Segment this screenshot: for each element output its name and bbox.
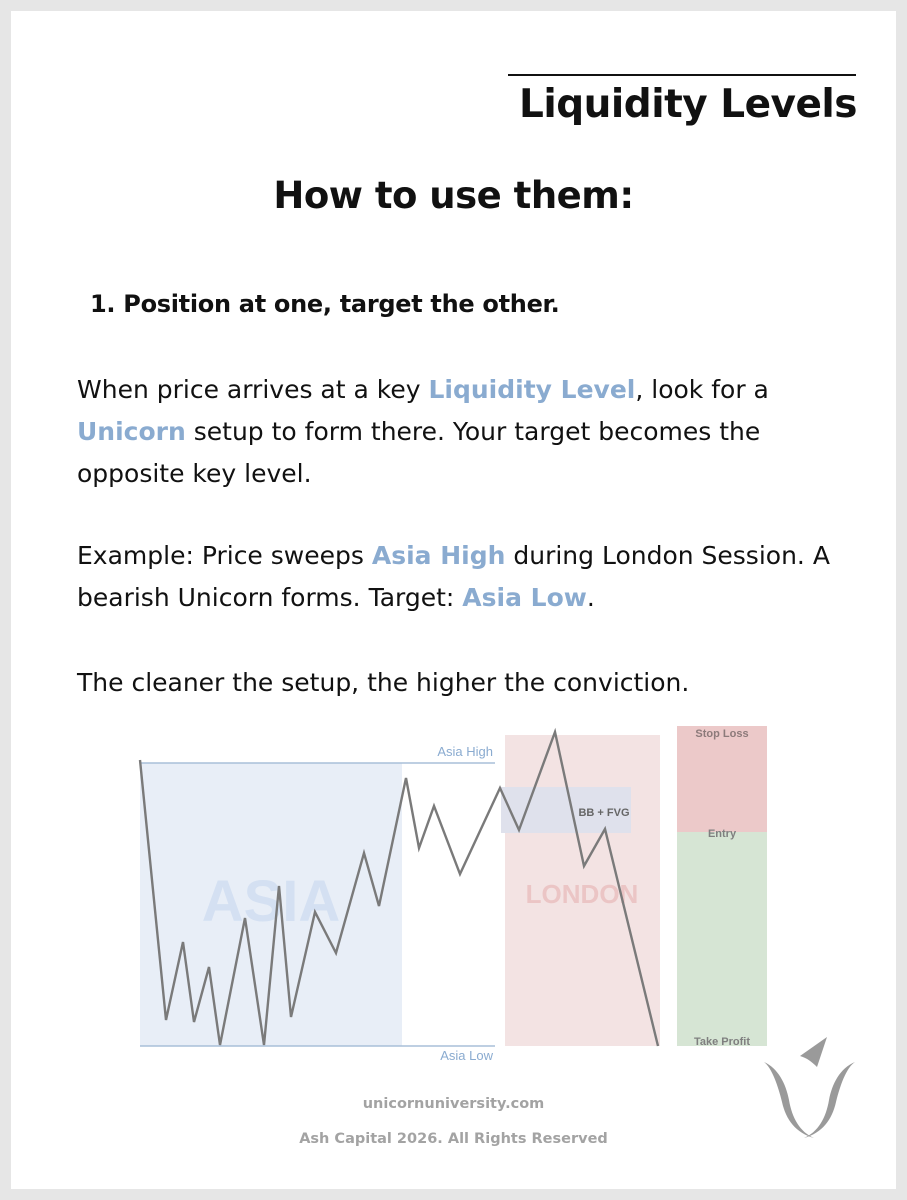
paragraph-text: When price arrives at a key (77, 375, 429, 404)
entry-label: Entry (707, 828, 737, 840)
asia-session-label: ASIA (201, 869, 341, 934)
paragraph-text: during London Session. A bearish Unicorn forms. Target: (77, 541, 830, 612)
website-link[interactable]: unicornuniversity.com (362, 1096, 545, 1112)
paragraph-text: , look for a (635, 375, 769, 404)
page-title: Liquidity Levels (519, 82, 857, 127)
section-subtitle: How to use them: (273, 174, 634, 217)
copyright-text: Ash Capital 2026. All Rights Reserved (299, 1131, 608, 1147)
stop-loss-zone (677, 726, 767, 832)
highlight-asia-high: Asia High (371, 541, 506, 570)
unicorn-logo-icon (764, 1037, 855, 1138)
paragraph-text: Example: Price sweeps (77, 541, 372, 570)
paragraph-conviction: The cleaner the setup, the higher the conviction. (77, 668, 690, 697)
take-profit-zone (677, 832, 767, 1046)
stop-loss-label: Stop Loss (695, 728, 749, 740)
highlight-asia-low: Asia Low (462, 583, 587, 612)
asia-high-label: Asia High (437, 744, 493, 759)
step-text: Position at one, target the other. (123, 290, 560, 318)
paragraph-text: setup to form there. Your target becomes the opposite key level. (77, 417, 761, 488)
london-session-label: LONDON (525, 879, 639, 909)
highlight-liquidity-level: Liquidity Level (428, 375, 636, 404)
highlight-unicorn: Unicorn (77, 417, 186, 446)
step-number: 1. (90, 290, 116, 318)
take-profit-label: Take Profit (693, 1036, 751, 1048)
asia-low-label: Asia Low (440, 1048, 493, 1063)
fvg-label: BB + FVG (578, 807, 630, 819)
paragraph-text: . (586, 583, 595, 612)
